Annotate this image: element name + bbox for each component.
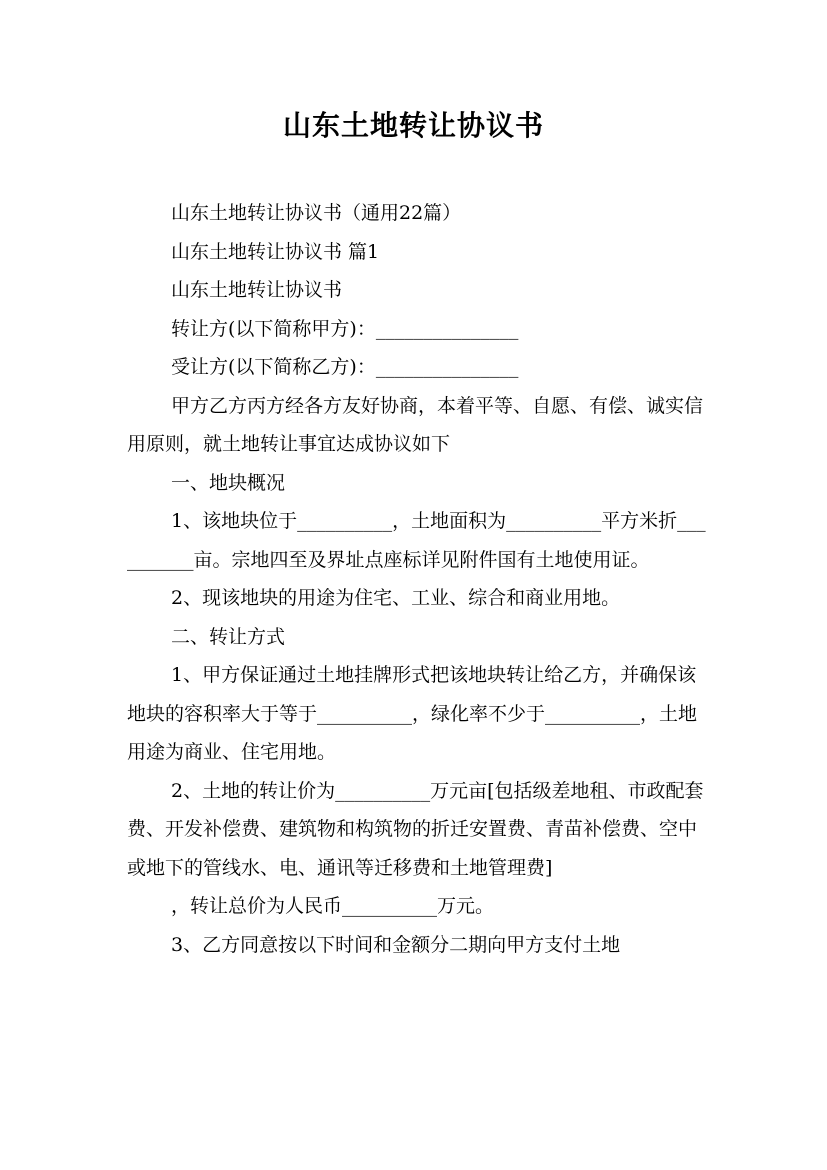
paragraph-transferor: 转让方(以下简称甲方)：_______________ [171,317,519,340]
paragraph-agreement-name: 山东土地转让协议书 [171,279,343,301]
paragraph-land-location: 1、该地块位于__________，土地面积为__________平方米折__________亩。宗地四至及界址点座标详见附件国有土地使用证。 [127,510,706,571]
paragraph-transfer-guarantee: 1、甲方保证通过土地挂牌形式把该地块转让给乙方，并确保该地块的容积率大于等于__________，绿化率不少于__________，土地用途为商业、住宅用地。 [127,664,698,763]
paragraph-land-use: 2、现该地块的用途为住宅、工业、综合和商业用地。 [171,587,621,609]
paragraph-subtitle: 山东土地转让协议书（通用22篇） [171,202,462,224]
heading-transfer-method: 二、转让方式 [171,625,286,648]
paragraph-payment-schedule: 3、乙方同意按以下时间和金额分二期向甲方支付土地 [171,933,621,956]
paragraph-preamble: 甲方乙方丙方经各方友好协商，本着平等、自愿、有偿、诚实信用原则，就土地转让事宜达成协议如下 [127,394,704,455]
paragraph-section-heading: 山东土地转让协议书 篇1 [171,240,380,263]
paragraph-transfer-price: 2、土地的转让价为__________万元亩[包括级差地租、市政配套费、开发补偿费、建筑物和构筑物的折迁安置费、青苗补偿费、空中或地下的管线水、电、通讯等迁移费和土地管理费] [127,779,704,879]
heading-land-overview: 一、地块概况 [171,471,286,494]
document-title: 山东土地转让协议书 [282,109,544,142]
paragraph-total-price: ，转让总价为人民币__________万元。 [171,895,495,917]
paragraph-transferee: 受让方(以下简称乙方)：_______________ [171,356,519,378]
document-body [127,194,715,964]
